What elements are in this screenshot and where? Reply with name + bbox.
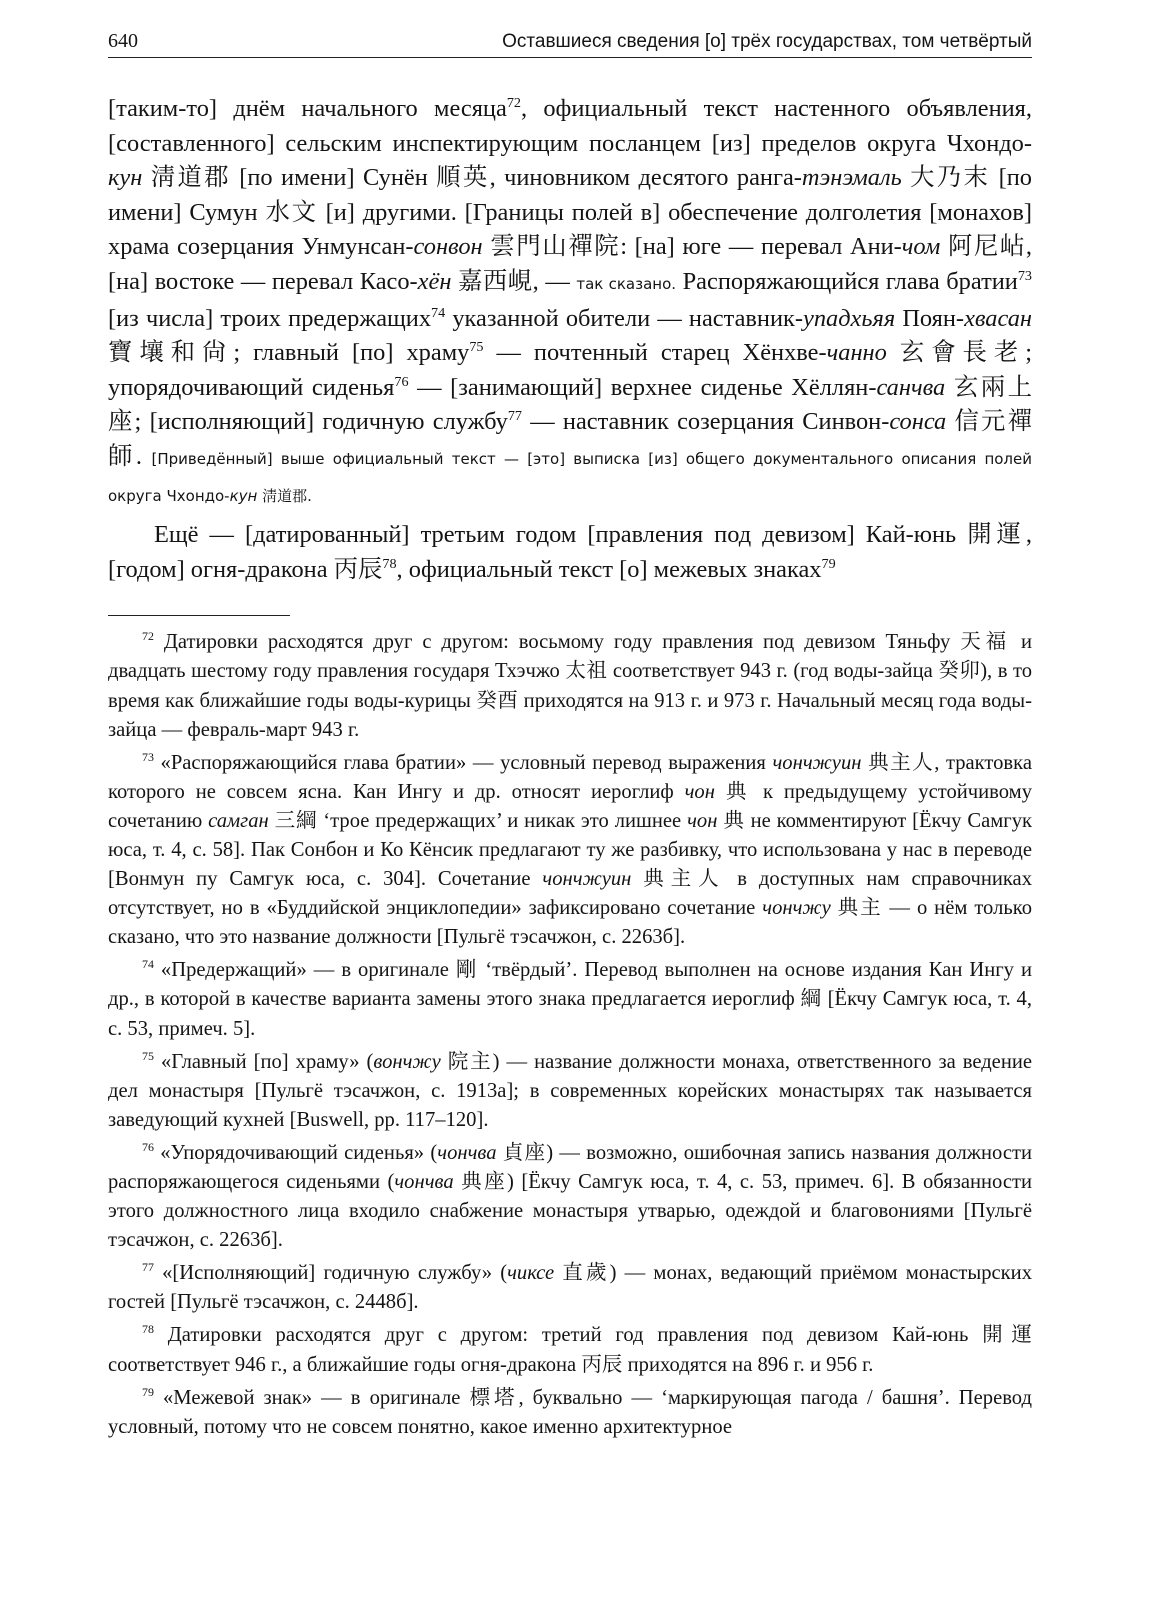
italic-term: хвасан [964,304,1032,332]
small-note [108,450,1032,505]
text-run: 典主人 в доступных нам справочниках отсутствует, но в «Буддийской энциклопедии» зафиксировано сочетание [108,868,1032,920]
footnote-ref-72[interactable]: 72 [506,94,521,111]
italic-term: чончжуин [772,751,862,774]
footnote-ref-74[interactable]: 74 [431,304,446,321]
text-run: 淸道郡. [257,486,312,505]
footnote-number: 74 [142,957,154,972]
text-run: «[Исполняющий] годичную службу» ( [153,1262,508,1285]
footnote-number: 77 [142,1260,154,1275]
italic-term: чом [901,233,941,261]
footnote-number: 76 [142,1140,154,1155]
text-run: 玄會長老; упорядочивающий сиденья [108,339,1032,401]
text-run: 典 не комментируют [Ёкчу Самгук юса, т. 4, с. 58]. Пак Сонбон и Ко Кёнсик предлагают ту же разбивку, что использована у нас в переводе [Вонмун пу Самгук юса, с. 304]. Сочетание [108,809,1033,891]
text-run: «Главный [по] храму» ( [153,1050,374,1073]
text-run: 三綱 ‘трое предержащих’ и никак это лишнее [268,809,688,832]
text-run: [Приведённый] выше официальный текст — [это] выписка [из] общего документального описания полей округа Чхондо- [108,449,1032,505]
footnote-75 [108,1048,1032,1135]
italic-term: чончва [394,1171,454,1193]
text-run: — почтенный старец Хёнхве- [483,339,827,367]
footnote-ref-77[interactable]: 77 [507,408,522,425]
text-run: 信元禪師. [108,408,1032,470]
italic-term: чончва [437,1141,497,1164]
text-run: 玄兩上座; [исполняющий] годичную службу [108,373,1032,436]
paragraph-1 [108,92,1032,513]
text-run: 淸道郡 [по имени] Сунён 順英, чиновником десятого ранга- [142,164,802,192]
footnote-ref-76[interactable]: 76 [394,373,409,390]
text-run: 寶壤和尙; главный [по] храму [108,339,470,367]
text-run: Поян- [895,304,965,332]
text-run: 典主人, трактовка которого не совсем ясна. Кан Ингу и др. относят иероглиф [108,751,1032,803]
footnote-ref-79[interactable]: 79 [821,555,836,572]
text-run: 大乃末 [по имени] Сумун 水文 [и] другими. [Границы полей в] обеспечение долголетия [монахов] храма созерцания Унмунсан- [108,164,1032,261]
footnote-number: 72 [142,629,154,644]
text-run: — наставник созерцания Синвон- [522,408,890,436]
text-run: 院主) — название должности монаха, ответственного за ведение дел монастыря [Пульгё тэсачжон, с. 1913а]; в современных корейских монастырях так называется заведующий кухней [Buswell, pp. 117–120]. [108,1050,1033,1131]
text-run: указанной обители — наставник- [445,304,803,332]
footnote-77 [108,1259,1032,1317]
italic-term: чончжуин [542,868,632,891]
text-run: «Межевой знак» — в оригинале 標塔, буквально — ‘маркирующая пагода / башня’. Перевод условный, потому что не совсем понятно, какое именно архитектурное [108,1386,1032,1438]
footnote-ref-78[interactable]: 78 [382,555,397,572]
text-run: 阿尼岾, [на] востоке — перевал Касо- [108,233,1032,295]
italic-term: кун [229,486,258,505]
italic-term: тэнэмаль [801,164,902,192]
footnote-number: 73 [142,749,154,764]
footnote-separator [108,615,290,616]
book-page [108,30,1032,1446]
text-run: 嘉西峴, — [451,267,577,295]
text-run: 典主 — о нём только сказано, что это название должности [Пульгё тэсачжон, с. 2263б]. [108,897,1032,949]
footnote-ref-75[interactable]: 75 [469,339,484,356]
italic-term: сонса [889,408,947,436]
italic-term: кун [108,164,143,192]
main-text [108,92,1032,587]
footnote-76 [108,1139,1032,1255]
footnote-number: 78 [142,1322,154,1337]
text-run: Ещё — [датированный] третьим годом [правления под девизом] Кай-юнь 開運, [годом] огня-дракона 丙辰 [108,521,1032,583]
italic-term: чончжу [762,897,831,920]
footnote-79 [108,1384,1032,1442]
text-run: Датировки расходятся друг с другом: третий год правления под девизом Кай-юнь 開運 соответствует 946 г., а ближайшие годы огня-дракона 丙辰 приходятся на 896 г. и 956 г. [108,1324,1032,1376]
footnote-73 [108,749,1032,953]
footnote-72 [108,628,1032,744]
text-run: , официальный текст настенного объявления, [составленного] сельским инспектирующим посланцем [из] пределов округа Чхондо- [108,95,1033,157]
footnote-number: 75 [142,1048,154,1063]
text-run: Распоряжающийся глава братии [676,267,1018,295]
italic-term: хён [417,267,452,295]
text-run: «Распоряжающийся глава братии» — условный перевод выражения [153,751,773,774]
italic-term: чанно [826,339,887,367]
italic-term: вончжу [373,1050,441,1073]
paragraph-2 [108,518,1032,587]
text-run: «Упорядочивающий сиденья» ( [153,1141,438,1164]
text-run: 雲門山禪院: [на] юге — перевал Ани- [482,233,902,261]
text-run: «Предержащий» — в оригинале 剛 ‘твёрдый’. Перевод выполнен на основе издания Кан Ингу и др., в которой в качестве варианта замены этого знака предлагается иероглиф 綱 [Ёкчу Самгук юса, т. 4, с. 53, примеч. 5]. [108,959,1032,1040]
text-run: , официальный текст [о] межевых знаках [396,555,822,583]
text-run: Датировки расходятся друг с другом: восьмому году правления под девизом Тяньфу 天福 и двадцать шестому году правления государя Тхэчжо 太祖 соответствует 943 г. (год воды-зайца 癸卯), в то время как ближайшие годы воды-курицы 癸酉 приходятся на 913 г. и 973 г. Начальный месяц года воды-зайца — февраль-март 943 г. [108,631,1032,741]
page-number: 640 [108,30,138,52]
text-run: [из числа] троих предержащих [108,304,432,332]
footnote-number: 79 [142,1384,154,1399]
italic-term: санчва [876,373,946,401]
page-header [108,30,1032,58]
small-note: так сказано. [576,274,677,293]
footnotes [108,628,1032,1442]
italic-term: чон [687,809,718,832]
footnote-ref-73[interactable]: 73 [1017,267,1032,284]
text-run: 貞座) — возможно, ошибочная запись названия должности распоряжающегося сиденьями ( [108,1141,1032,1193]
italic-term: упадхьяя [803,304,896,332]
text-run: [таким-то] днём начального месяца [108,95,507,122]
footnote-78 [108,1321,1032,1379]
italic-term: чон [684,780,715,803]
text-run: 典座) [Ёкчу Самгук юса, т. 4, с. 53, примеч. 6]. В обязанности этого должностного лица входило снабжение монастыря утварью, одеждой и благовониями [Пульгё тэсачжон, с. 2263б]. [108,1171,1033,1252]
running-title: Оставшиеся сведения [о] трёх государствах, том четвёртый [502,31,1032,52]
italic-term: сонвон [413,233,483,261]
italic-term: самган [208,809,269,832]
text-run: 典 к предыдущему устойчивому сочетанию [108,780,1032,832]
text-run: 直歲) — монах, ведающий приёмом монастырских гостей [Пульгё тэсачжон, с. 2448б]. [108,1262,1032,1314]
italic-term: чиксе [507,1262,555,1285]
text-run: — [занимающий] верхнее сиденье Хёллян- [408,373,877,401]
footnote-74 [108,956,1032,1043]
